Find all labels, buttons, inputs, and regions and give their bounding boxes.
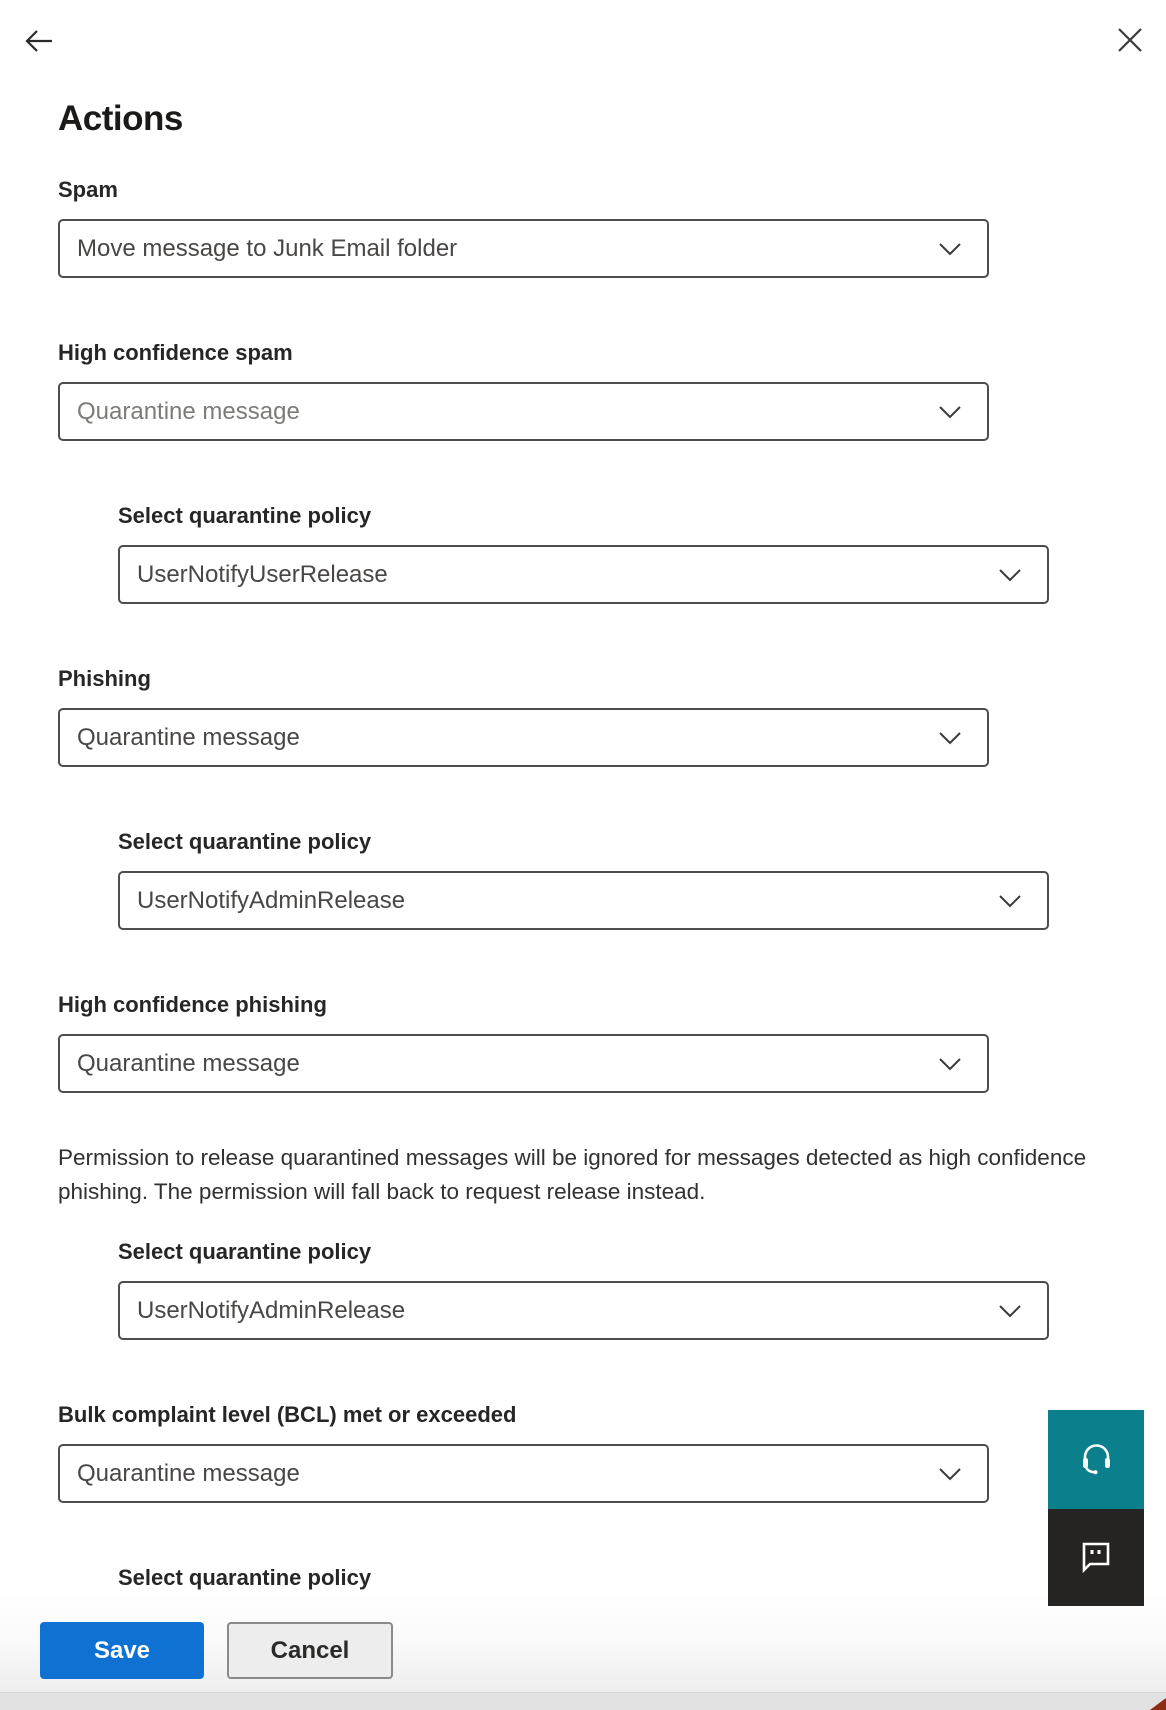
phishing-select-value: Quarantine message (77, 723, 300, 751)
footer-bottom-band (0, 1692, 1166, 1710)
close-button[interactable] (1116, 26, 1144, 54)
quarantine-policy-label: Select quarantine policy (118, 1239, 372, 1264)
phishing-select[interactable] (58, 708, 989, 767)
quarantine-policy-label: Select quarantine policy (118, 1565, 372, 1590)
chevron-down-icon (939, 235, 961, 263)
spam-select-value: Move message to Junk Email folder (77, 234, 458, 262)
bcl-quarantine-policy-group (118, 1564, 1138, 1592)
quarantine-policy-label: Select quarantine policy (118, 829, 372, 854)
high-confidence-spam-select-value: Quarantine message (77, 397, 300, 425)
phishing-quarantine-policy-group (118, 828, 1138, 930)
corner-sliver (1150, 1698, 1166, 1710)
chevron-down-icon (939, 1050, 961, 1078)
hcp-quarantine-policy-group (118, 1238, 1138, 1340)
hcp-permission-note: Permission to release quarantined messages will be ignored for messages detected as high confidence phishing. The permission will fall back to request release instead. (58, 1145, 1087, 1204)
chevron-down-icon (999, 561, 1021, 589)
bcl-select-value: Quarantine message (77, 1459, 300, 1487)
high-confidence-spam-select[interactable] (58, 382, 989, 441)
chevron-down-icon (999, 887, 1021, 915)
high-confidence-phishing-group (58, 991, 1138, 1093)
save-button[interactable]: Save (40, 1622, 204, 1679)
hcs-quarantine-policy-value: UserNotifyUserRelease (137, 560, 388, 588)
arrow-left-icon (22, 46, 56, 61)
phishing-group (58, 665, 1138, 767)
bcl-group (58, 1401, 1138, 1503)
feedback-button[interactable] (1048, 1509, 1144, 1606)
bcl-label: Bulk complaint level (BCL) met or exceeded (58, 1402, 517, 1427)
hcp-quarantine-policy-select[interactable] (118, 1281, 1049, 1340)
phishing-quarantine-policy-value: UserNotifyAdminRelease (137, 886, 406, 914)
hcp-quarantine-policy-value: UserNotifyAdminRelease (137, 1296, 406, 1324)
actions-panel (58, 100, 1138, 1653)
phishing-quarantine-policy-select[interactable] (118, 871, 1049, 930)
spam-group (58, 176, 1138, 278)
hcs-quarantine-policy-select[interactable] (118, 545, 1049, 604)
high-confidence-phishing-select-value: Quarantine message (77, 1049, 300, 1077)
feedback-chat-icon (1075, 1535, 1117, 1580)
cancel-button[interactable]: Cancel (227, 1622, 393, 1679)
quarantine-policy-label: Select quarantine policy (118, 503, 372, 528)
spam-label: Spam (58, 177, 118, 202)
chevron-down-icon (939, 398, 961, 426)
phishing-label: Phishing (58, 666, 151, 691)
high-confidence-spam-label: High confidence spam (58, 340, 293, 365)
footer-bar (0, 1592, 1166, 1710)
page-title: Actions (58, 99, 183, 138)
chevron-down-icon (999, 1297, 1021, 1325)
spam-select[interactable] (58, 219, 989, 278)
back-button[interactable] (22, 24, 56, 58)
hcs-quarantine-policy-group (118, 502, 1138, 604)
high-confidence-spam-group (58, 339, 1138, 441)
bcl-select[interactable] (58, 1444, 989, 1503)
chevron-down-icon (939, 1460, 961, 1488)
high-confidence-phishing-label: High confidence phishing (58, 992, 327, 1017)
high-confidence-phishing-select[interactable] (58, 1034, 989, 1093)
close-icon (1116, 42, 1144, 57)
chevron-down-icon (939, 724, 961, 752)
headset-icon (1076, 1438, 1116, 1481)
support-button[interactable] (1048, 1410, 1144, 1509)
